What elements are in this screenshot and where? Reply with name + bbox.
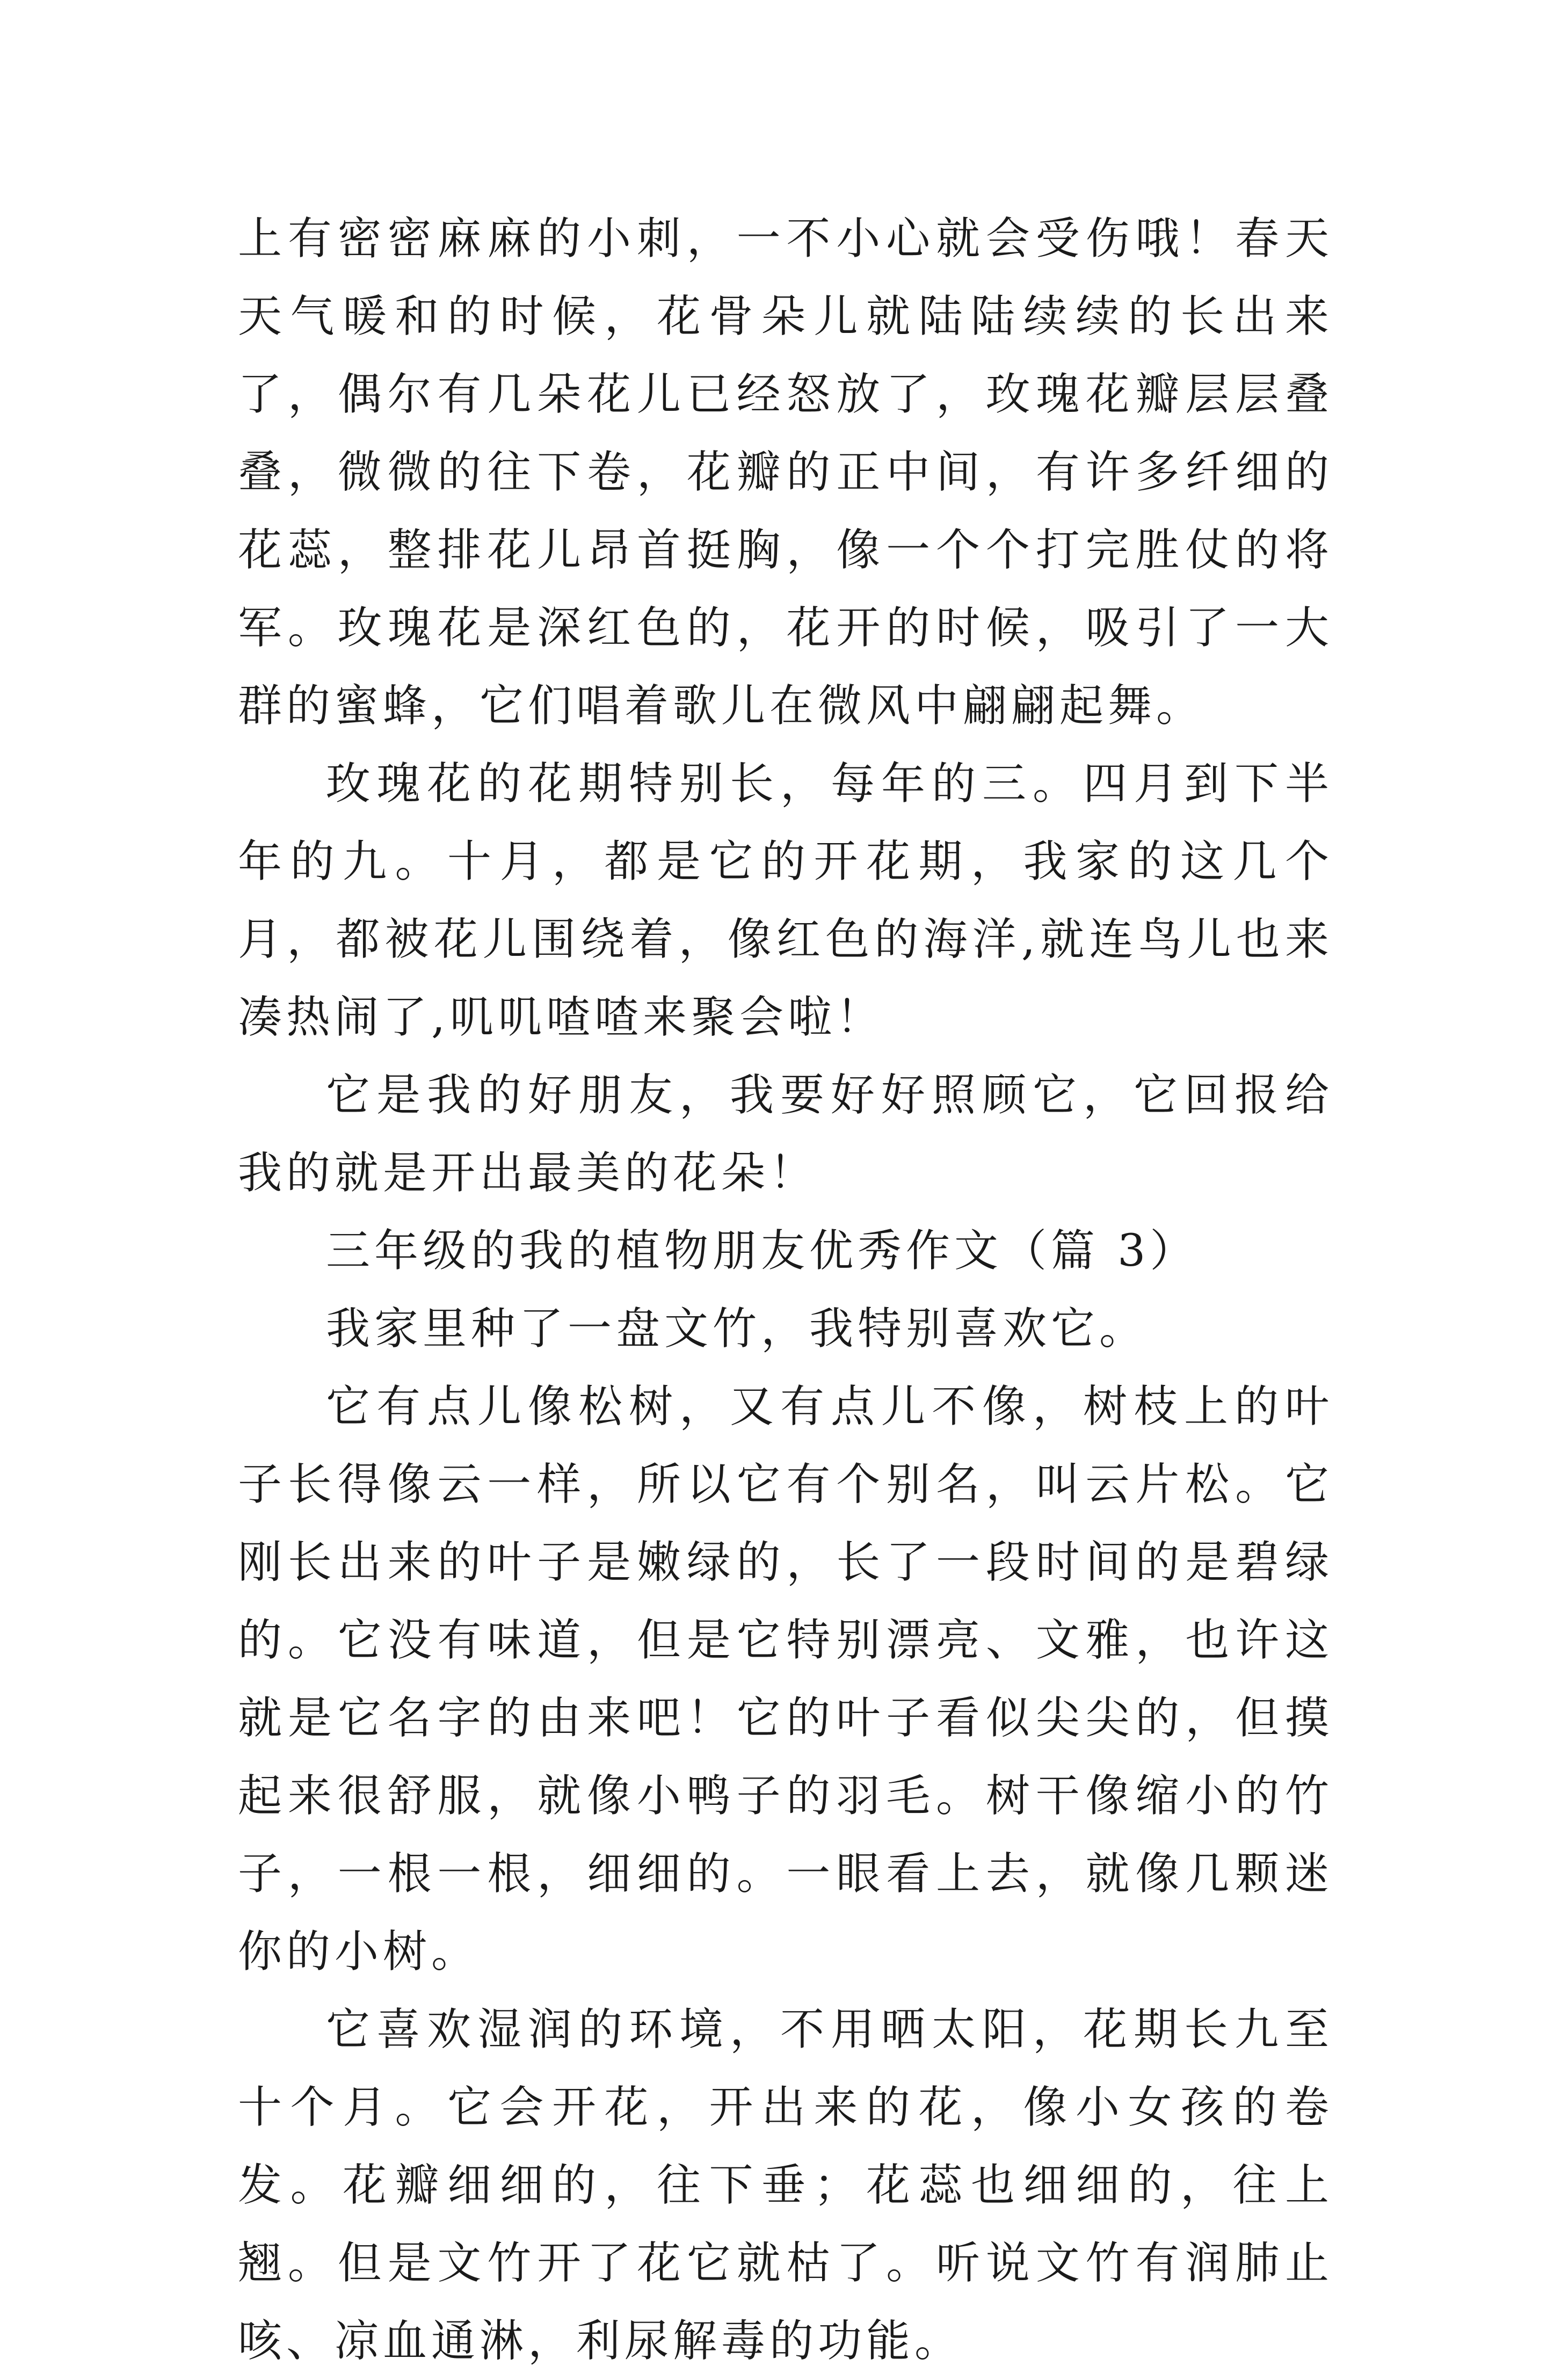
section-heading: 三年级的我的植物朋友优秀作文（篇 3） xyxy=(326,1225,1199,1276)
paragraph: 它有点儿像松树，又有点儿不像，树枝上的叶子长得像云一样，所以它有个别名，叫云片松。它刚长出来的叶子是嫩绿的，长了一段时间的是碧绿的。它没有味道，但是它特别漂亮、文雅，也许这就是它名字的由来吧！它的叶子看似尖尖的，但摸起来很舒服，就像小鸭子的羽毛。树干像缩小的竹子，一根一根，细细的。一眼看上去，就像几颗迷你的小树。 xyxy=(238,1381,1333,1977)
document-body xyxy=(238,200,1333,2380)
paragraph: 它喜欢湿润的环境，不用晒太阳，花期长九至十个月。它会开花，开出来的花，像小女孩的卷发。花瓣细细的，往下垂；花蕊也细细的，往上翘。但是文竹开了花它就枯了。听说文竹有润肺止咳、凉血通淋，利尿解毒的功能。 xyxy=(238,2004,1333,2367)
paragraph: 它是我的好朋友，我要好好照顾它，它回报给我的就是开出最美的花朵！ xyxy=(238,1070,1333,1199)
paragraph: 玫瑰花的花期特别长，每年的三。四月到下半年的九。十月，都是它的开花期，我家的这几个月，都被花儿围绕着，像红色的海洋,就连鸟儿也来凑热闹了,叽叽喳喳来聚会啦！ xyxy=(238,758,1333,1043)
paragraph-continuation: 上有密密麻麻的小刺，一不小心就会受伤哦！春天天气暖和的时候，花骨朵儿就陆陆续续的长出来了，偶尔有几朵花儿已经怒放了，玫瑰花瓣层层叠叠，微微的往下卷，花瓣的正中间，有许多纤细的花蕊，整排花儿昂首挺胸，像一个个打完胜仗的将军。玫瑰花是深红色的，花开的时候，吸引了一大群的蜜蜂，它们唱着歌儿在微风中翩翩起舞。 xyxy=(238,213,1333,731)
paragraph: 我家里种了一盘文竹，我特别喜欢它。 xyxy=(326,1303,1148,1354)
